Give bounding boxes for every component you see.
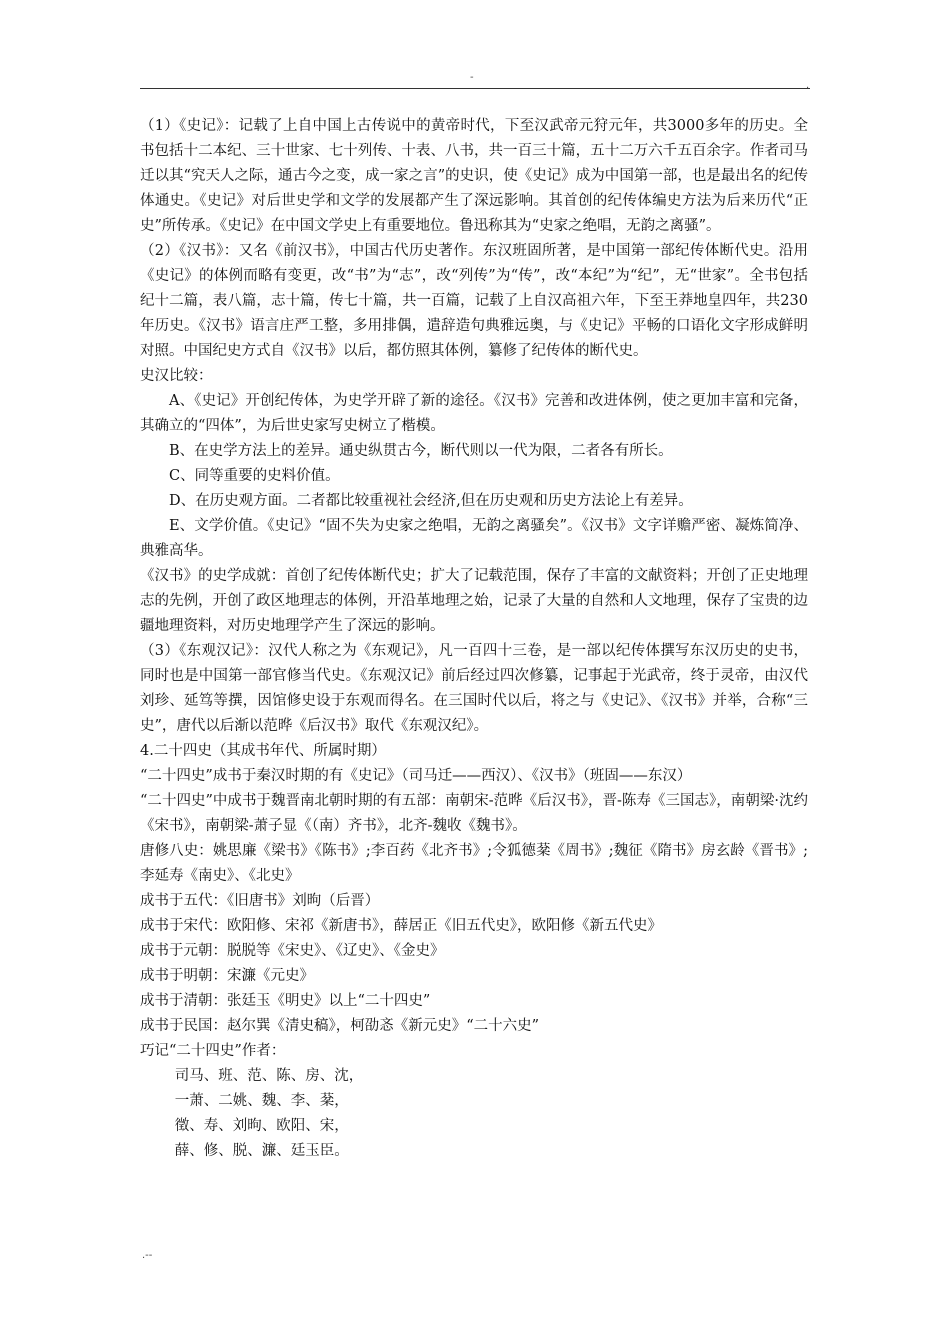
comparison-item-d: D、在历史观方面。二者都比较重视社会经济,但在历史观和历史方法论上有差异。 <box>169 493 693 509</box>
mnemonic-line: 薛、修、脱、濂、廷玉臣。 <box>174 1143 349 1159</box>
comparison-item-c: C、同等重要的史料价值。 <box>169 468 340 484</box>
list-item-tang: 唐修八史：姚思廉《梁书》《陈书》;李百药《北齐书》;令狐德棻《周书》;魏征《隋书》房玄龄《晋书》;李延寿《南史》、《北史》 <box>140 843 808 884</box>
mnemonic-line: 一萧、二姚、魏、李、棻， <box>174 1093 349 1109</box>
header-rule <box>140 88 810 89</box>
paragraph-hanshu-achievements: 《汉书》的史学成就：首创了纪传体断代史；扩大了记载范围，保存了丰富的文献资料；开创了正史地理志的先例，开创了政区地理志的体例，开沿革地理之始，记录了大量的自然和人文地理，保存了宝贵的边疆地理资料，对历史地理学产生了深远的影响。 <box>140 568 808 634</box>
list-item-qinhan: “二十四史”成书于秦汉时期的有《史记》（司马迁——西汉）、《汉书》（班固——东汉） <box>140 768 692 784</box>
comparison-item-a: A、《史记》开创纪传体，为史学开辟了新的途径。《汉书》完善和改进体例，使之更加丰富和完备，其确立的“四体”，为后世史家写史树立了楷模。 <box>140 393 808 434</box>
document-body <box>140 114 808 1164</box>
mnemonic-heading: 巧记“二十四史”作者： <box>140 1043 286 1059</box>
section-heading-comparison: 史汉比较： <box>140 368 213 384</box>
section-heading-24-histories: 4.二十四史（其成书年代、所属时期） <box>140 743 386 759</box>
mnemonic-line: 司马、班、范、陈、房、沈， <box>174 1068 364 1084</box>
paragraph-hanshu: （2）《汉书》：又名《前汉书》，中国古代历史著作。东汉班固所著，是中国第一部纪传体断代史。沿用《史记》的体例而略有变更，改“书”为“志”，改“列传”为“传”，改“本纪”为“纪”，无“世家”。全书包括纪十二篇，表八篇，志十篇，传七十篇，共一百篇，记载了上自汉高祖六年，下至王莽地皇四年，共230年历史。《汉书》语言庄严工整，多用排偶，遣辞造句典雅远奥，与《史记》平畅的口语化文字形成鲜明对照。中国纪史方式自《汉书》以后，都仿照其体例，纂修了纪传体的断代史。 <box>140 243 808 359</box>
footer-mark: .-- <box>142 1250 153 1261</box>
header-mark: - <box>470 72 474 83</box>
paragraph-shiji: （1）《史记》：记载了上自中国上古传说中的黄帝时代，下至汉武帝元狩元年，共3000多年的历史。全书包括十二本纪、三十世家、七十列传、十表、八书，共一百三十篇，五十二万六千五百余字。作者司马迁以其“究天人之际，通古今之变，成一家之言”的史识，使《史记》成为中国第一部，也是最出名的纪传体通史。《史记》对后世史学和文学的发展都产生了深远影响。其首创的纪传体编史方法为后来历代“正史”所传承。《史记》在中国文学史上有重要地位。鲁迅称其为“史家之绝唱，无韵之离骚”。 <box>140 118 808 234</box>
paragraph-dongguan-hanji: （3）《东观汉记》：汉代人称之为《东观记》，凡一百四十三卷，是一部以纪传体撰写东汉历史的史书，同时也是中国第一部官修当代史。《东观汉记》前后经过四次修纂，记事起于光武帝，终于灵帝，由汉代刘珍、延笃等撰，因馆修史设于东观而得名。在三国时代以后，将之与《史记》、《汉书》并举，合称“三史”，唐代以后渐以范晔《后汉书》取代《东观汉纪》。 <box>140 643 808 734</box>
comparison-item-e: E、文学价值。《史记》“固不失为史家之绝唱，无韵之离骚矣”。《汉书》文字详赡严密、凝炼简净、典雅高华。 <box>140 518 808 559</box>
list-item-ming: 成书于明朝：宋濂《元史》 <box>140 968 314 984</box>
list-item-wudai: 成书于五代：《旧唐书》刘昫（后晋） <box>140 893 380 909</box>
list-item-qing: 成书于清朝：张廷玉《明史》以上“二十四史” <box>140 993 431 1009</box>
header-dot: . <box>806 80 810 91</box>
list-item-minguo: 成书于民国：赵尔巽《清史稿》，柯劭忞《新元史》“二十六史” <box>140 1018 540 1034</box>
list-item-weijin: “二十四史”中成书于魏晋南北朝时期的有五部：南朝宋-范晔《后汉书》，晋-陈寿《三国志》，南朝梁·沈约《宋书》，南朝梁-萧子显《（南）齐书》，北齐-魏收《魏书》。 <box>140 793 808 834</box>
list-item-song: 成书于宋代：欧阳修、宋祁《新唐书》，薛居正《旧五代史》，欧阳修《新五代史》 <box>140 918 662 934</box>
mnemonic-line: 徵、寿、刘昫、欧阳、宋， <box>174 1118 349 1134</box>
comparison-item-b: B、在史学方法上的差异。通史纵贯古今，断代则以一代为限，二者各有所长。 <box>169 443 673 459</box>
list-item-yuan: 成书于元朝：脱脱等《宋史》、《辽史》、《金史》 <box>140 943 445 959</box>
